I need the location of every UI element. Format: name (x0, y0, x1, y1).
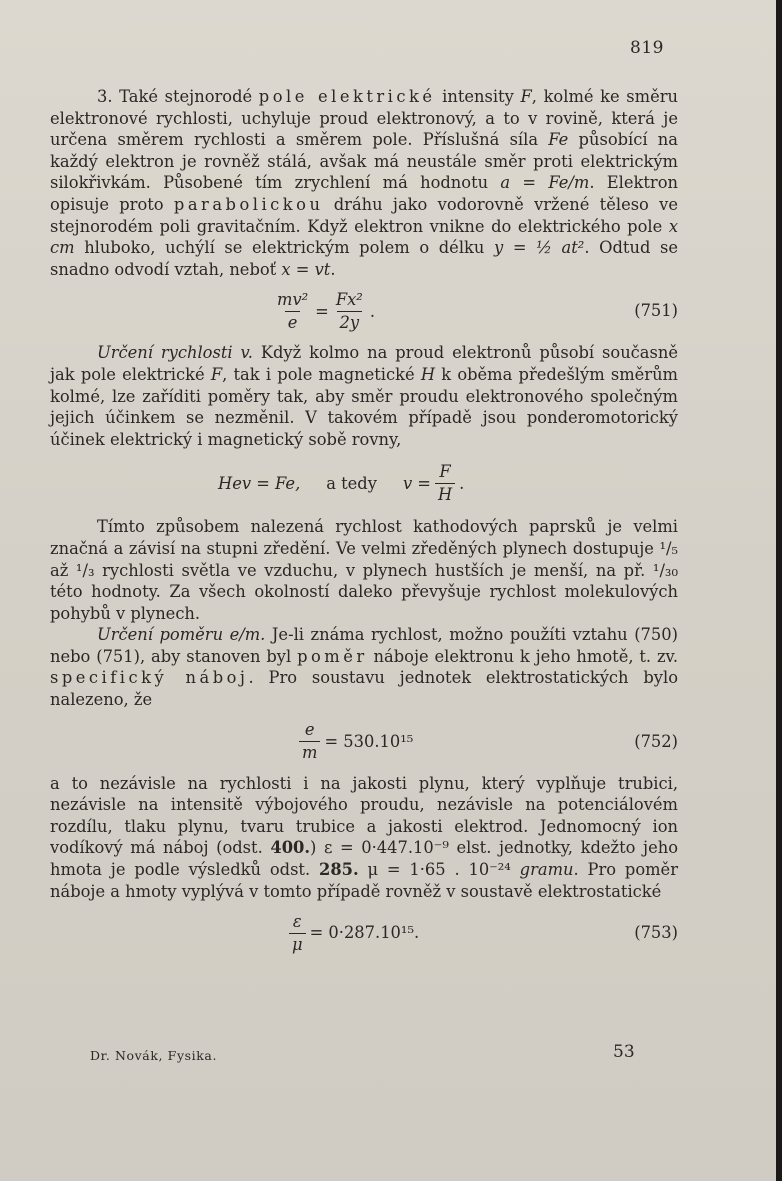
paragraph-velocity-result: Tímto způsobem nalezená rychlost kathodových paprsků je velmi značná a závisí na stupni zředění. Ve velmi zředěných plynech dostupuje ¹/₅ až ¹/₃ rychlosti světla ve vzduchu, v plynech hustších je menší, na př. ¹/₃₀ této hodnoty. Za všech okolností daleko převyšuje rychlost molekulových pohybů v plynech. (50, 517, 678, 623)
equation-hev: Hev = Fe, a tedy v = $\frac{F}{H}$ . (218, 461, 465, 504)
fraction: $\frac{\varepsilon}{\mu}$ (289, 912, 306, 955)
equation-number: (751) (634, 301, 678, 321)
paragraph-charge-ratio: Určení poměru e/m. Je-li známa rychlost, možno použíti vztahu (750) nebo (751), aby stanoven byl poměr náboje elektronu k jeho hmotě, t. zv. specifický náboj. Pro soustavu jednotek elektrostatických bylo nalezeno, že (50, 625, 679, 710)
fraction: $\frac{F}{H}$ (435, 462, 455, 505)
footer-sheet-number: 53 (613, 1042, 635, 1062)
paragraph-velocity: Určení rychlosti v. Když kolmo na proud elektronů působí současně jak pole elektrické F, tak i pole magnetické H k oběma předešlým směrům kolmé, lze zaříditi poměry tak, aby směr proudu elektronového společným jejich účinkem se nezměnil. V takovém případě jsou ponderomotorický účinek elektrický i magnetický sobě rovny, (50, 343, 678, 449)
equation-753: $\frac{\varepsilon}{\mu}$ = 0·287.10¹⁵. (753) (50, 908, 678, 958)
page-edge-shadow (776, 0, 782, 1181)
equation-751: $\frac{\text{mv²}}{e}$ = $\frac{\text{Fx²}}{2y}$ . (751) (50, 286, 678, 336)
body-text (50, 86, 678, 964)
paragraph-independence: a to nezávisle na rychlosti i na jakosti plynu, který vyplňuje trubici, nezávisle na intensitě výbojového proudu, nezávisle na potenciálovém rozdílu, tlaku plynu, tvaru trubice a jakosti elektrod. Jednomocný ion vodíkový má náboj (odst. 400.) ε = 0·447.10⁻⁹ elst. jednotky, kdežto jeho hmota je podle výsledků odst. 285. μ = 1·65 . 10⁻²⁴ gramu. Pro poměr náboje a hmoty vyplývá v tomto případě rovněž v soustavě elektrostatické (50, 773, 679, 901)
equation-number: (753) (634, 923, 678, 943)
paragraph-electric-field: 3. Také stejnorodé pole elektrické intensity F, kolmé ke směru elektronové rychlosti, uchyluje proud elektronový, a to v rovině, která je určena směrem rychlosti a směrem pole. Příslušná síla Fe působící na každý elektron je rovněž stálá, avšak má neustále směr proti elektrickým silokřivkám. Působené tím zrychlení má hodnotu a = Fe/m. Elektron opisuje proto parabolickou dráhu jako vodorovně vržené těleso ve stejnorodém poli gravitačním. Když elektron vnikne do elektrického pole x cm hluboko, uchýlí se elektrickým polem o délku y = ½ at². Odtud se snadno odvodí vztah, neboť x = vt. (50, 87, 679, 279)
equation-752: $\frac{e}{m}$ = 530.10¹⁵ (752) (50, 717, 678, 767)
fraction: $\frac{e}{m}$ (299, 720, 320, 763)
footer-signature: Dr. Novák, Fysika. (90, 1048, 218, 1063)
fraction: $\frac{\text{mv²}}{e}$ (277, 289, 309, 332)
fraction: $\frac{\text{Fx²}}{2y}$ (335, 289, 363, 332)
page-number: 819 (630, 38, 664, 58)
equation-number: (752) (634, 731, 678, 751)
